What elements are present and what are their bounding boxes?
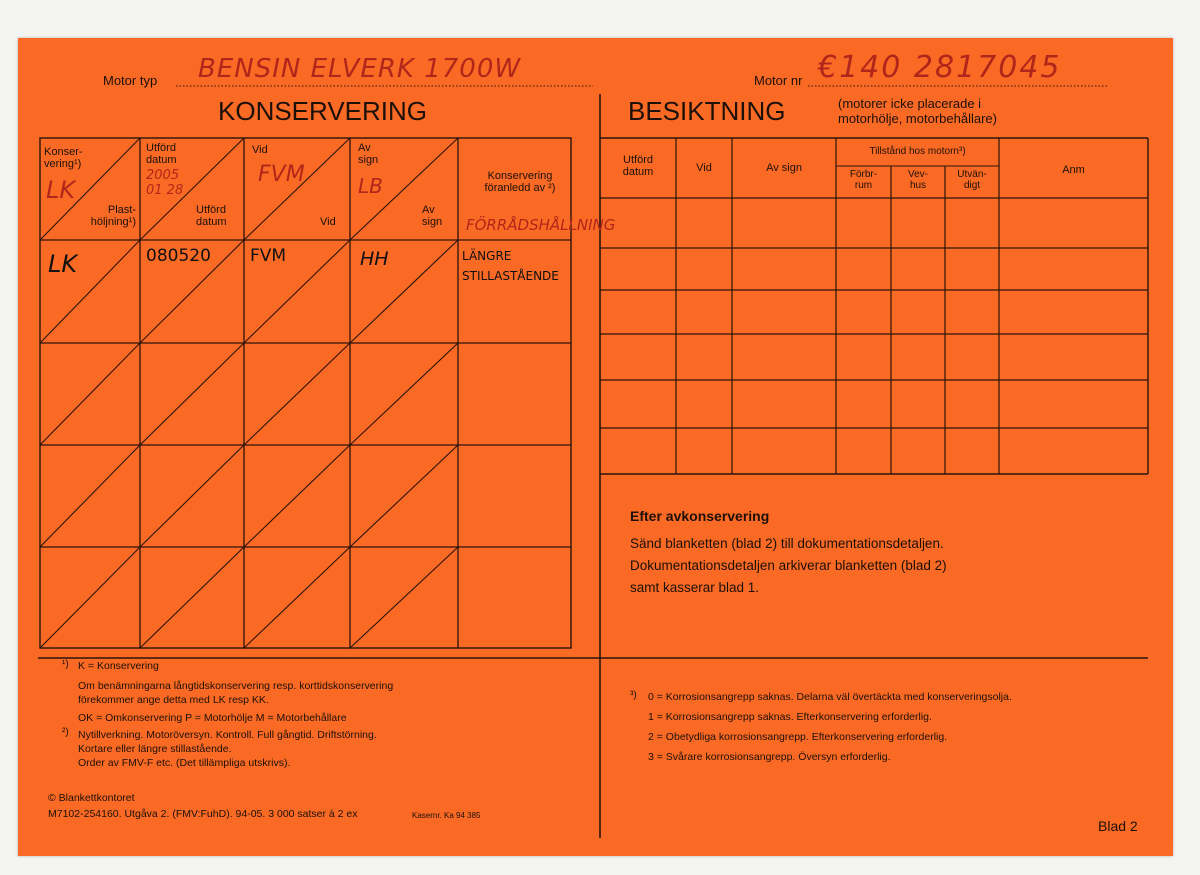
row2-orsak[interactable]: LÄNGRE STILLASTÅENDE [462, 249, 559, 283]
header-vid-bottom: Vid [320, 216, 336, 228]
header-avsign-bottom: Av sign [422, 204, 443, 228]
besiktning-header-tillstand: Tillstånd hos motorn³) [869, 146, 966, 157]
header-plasthöljning: Plast- höljning¹) [90, 204, 136, 228]
form-card: Motor typ BENSIN ELVERK 1700W Motor nr €140 2817045 KONSERVERING Konser- vering¹) Plast- höljning¹) Utförd datum Utförd datum Vid Vid Av sign Av sign Konservering föranledd av ²) LK 2005 01 28 FVM LB FÖRRÅDSHÅLLNING LK 080520 FVM HH LÄNGRE STILLASTÅENDE BESIKTNING (motorer icke placerade i motorhölje, motorbehållare) Utförd datum Vid Av sign Tillstånd hos motorn³) Förbr- rum Vev- hus Utvän- digt Anm Efter avkonservering Sänd blanketten (blad 2) till dokumentationsdetaljen. Dokumentationsdetaljen arkiverar blanketten (blad 2) samt kasserar blad 1. ¹) K = Konservering Om benämningarna långtidskonservering resp. korttidskonservering förekommer ange detta med LK resp KK. OK = Omkonservering P = Motorhölje M = Motorbehållare ²) Nytillverkning. Motoröversyn. Kontroll. Full gångtid. Driftstörning. Kortare eller längre stillastående. Order av FMV-F etc. (Det tillämpliga utskrivs). ³) 0 = Korrosionsangrepp saknas. Delarna väl övertäckta med konserveringsolja. 1 = Korrosionsangrepp saknas. Efterkonservering erforderlig. 2 = Obetydliga korrosionsangrepp. Efterkonservering erforderlig. 3 = Svårare korrosionsangrepp. Översyn erforderlig. © Blankettkontoret M7102-254160. Utgåva 2. (FMV:FuhD). 94-05. 3 000 satser à 2 ex Kasernr. Ka 94 385 Blad 2 [18, 38, 1173, 856]
besiktning-header-utford: Utförd datum [622, 154, 654, 178]
form-code: M7102-254160. Utgåva 2. (FMV:FuhD). 94-05. 3 000 satser à 2 ex [48, 808, 358, 820]
header-avsign-top: Av sign [358, 142, 379, 166]
besiktning-header-utvandigt: Utvän- digt [957, 169, 987, 191]
efter-title: Efter avkonservering [630, 508, 770, 524]
footnote3-1: 1 = Korrosionsangrepp saknas. Efterkonservering erforderlig. [648, 711, 932, 723]
besiktning-header-forbr: Förbr- rum [849, 169, 878, 191]
footnote1-line3: förekommer ange detta med LK resp KK. [78, 694, 269, 706]
footnote3-3: 3 = Svårare korrosionsangrepp. Översyn erforderlig. [648, 751, 891, 763]
besiktning-title: BESIKTNING [628, 96, 786, 126]
besiktning-subtitle: (motorer icke placerade i motorhölje, motorbehållare) [838, 96, 997, 126]
efter-line1: Sänd blanketten (blad 2) till dokumentationsdetaljen. [630, 536, 944, 551]
besiktning-header-anm: Anm [1062, 164, 1085, 176]
motor-typ-label: Motor typ [103, 73, 158, 88]
header-utford-datum-bottom: Utförd datum [196, 204, 227, 228]
footnote1: K = Konservering [78, 660, 159, 672]
row2-konservering[interactable]: LK [48, 250, 78, 278]
efter-line2: Dokumentationsdetaljen arkiverar blanketten (blad 2) [630, 558, 947, 573]
header-foranledd: Konservering föranledd av ²) [484, 170, 556, 194]
footnote1-line4: OK = Omkonservering P = Motorhölje M = Motorbehållare [78, 712, 347, 724]
header-vid-top: Vid [252, 144, 268, 156]
row1-vid[interactable]: FVM [258, 162, 305, 187]
footnote2-line3: Order av FMV-F etc. (Det tillämpliga utskrivs). [78, 757, 291, 769]
row1-sign[interactable]: LB [358, 174, 383, 198]
kasern-number: Kasernr. Ka 94 385 [412, 811, 481, 820]
footnote2-line2: Kortare eller längre stillastående. [78, 743, 232, 755]
row1-datum[interactable]: 2005 01 28 [146, 168, 184, 198]
konservering-title: KONSERVERING [218, 96, 428, 126]
blad-number: Blad 2 [1098, 818, 1138, 834]
besiktning-header-avsign: Av sign [766, 162, 802, 174]
footnote3-2: 2 = Obetydliga korrosionsangrepp. Efterkonservering erforderlig. [648, 731, 948, 743]
motor-nr-value[interactable]: €140 2817045 [818, 50, 1062, 85]
publisher: © Blankettkontoret [48, 792, 135, 804]
row1-orsak[interactable]: FÖRRÅDSHÅLLNING [466, 216, 616, 234]
footnote2: Nytillverkning. Motoröversyn. Kontroll. Full gångtid. Driftstörning. [78, 729, 377, 741]
besiktning-header-vevhus: Vev- hus [907, 169, 928, 191]
row2-datum[interactable]: 080520 [146, 246, 211, 266]
besiktning-header-vid: Vid [696, 162, 712, 174]
footnote3-0: 0 = Korrosionsangrepp saknas. Delarna väl övertäckta med konserveringsolja. [648, 691, 1012, 703]
motor-nr-label: Motor nr [754, 73, 803, 88]
header-konservering: Konser- vering¹) [44, 146, 83, 170]
row2-vid[interactable]: FVM [250, 246, 287, 266]
row1-konservering[interactable]: LK [46, 176, 76, 204]
header-utford-datum-top: Utförd datum [146, 142, 177, 166]
footnote1-line2: Om benämningarna långtidskonservering resp. korttidskonservering [78, 680, 394, 692]
row2-sign[interactable]: HH [360, 248, 389, 270]
efter-line3: samt kasserar blad 1. [630, 580, 760, 595]
motor-typ-value[interactable]: BENSIN ELVERK 1700W [198, 54, 522, 84]
